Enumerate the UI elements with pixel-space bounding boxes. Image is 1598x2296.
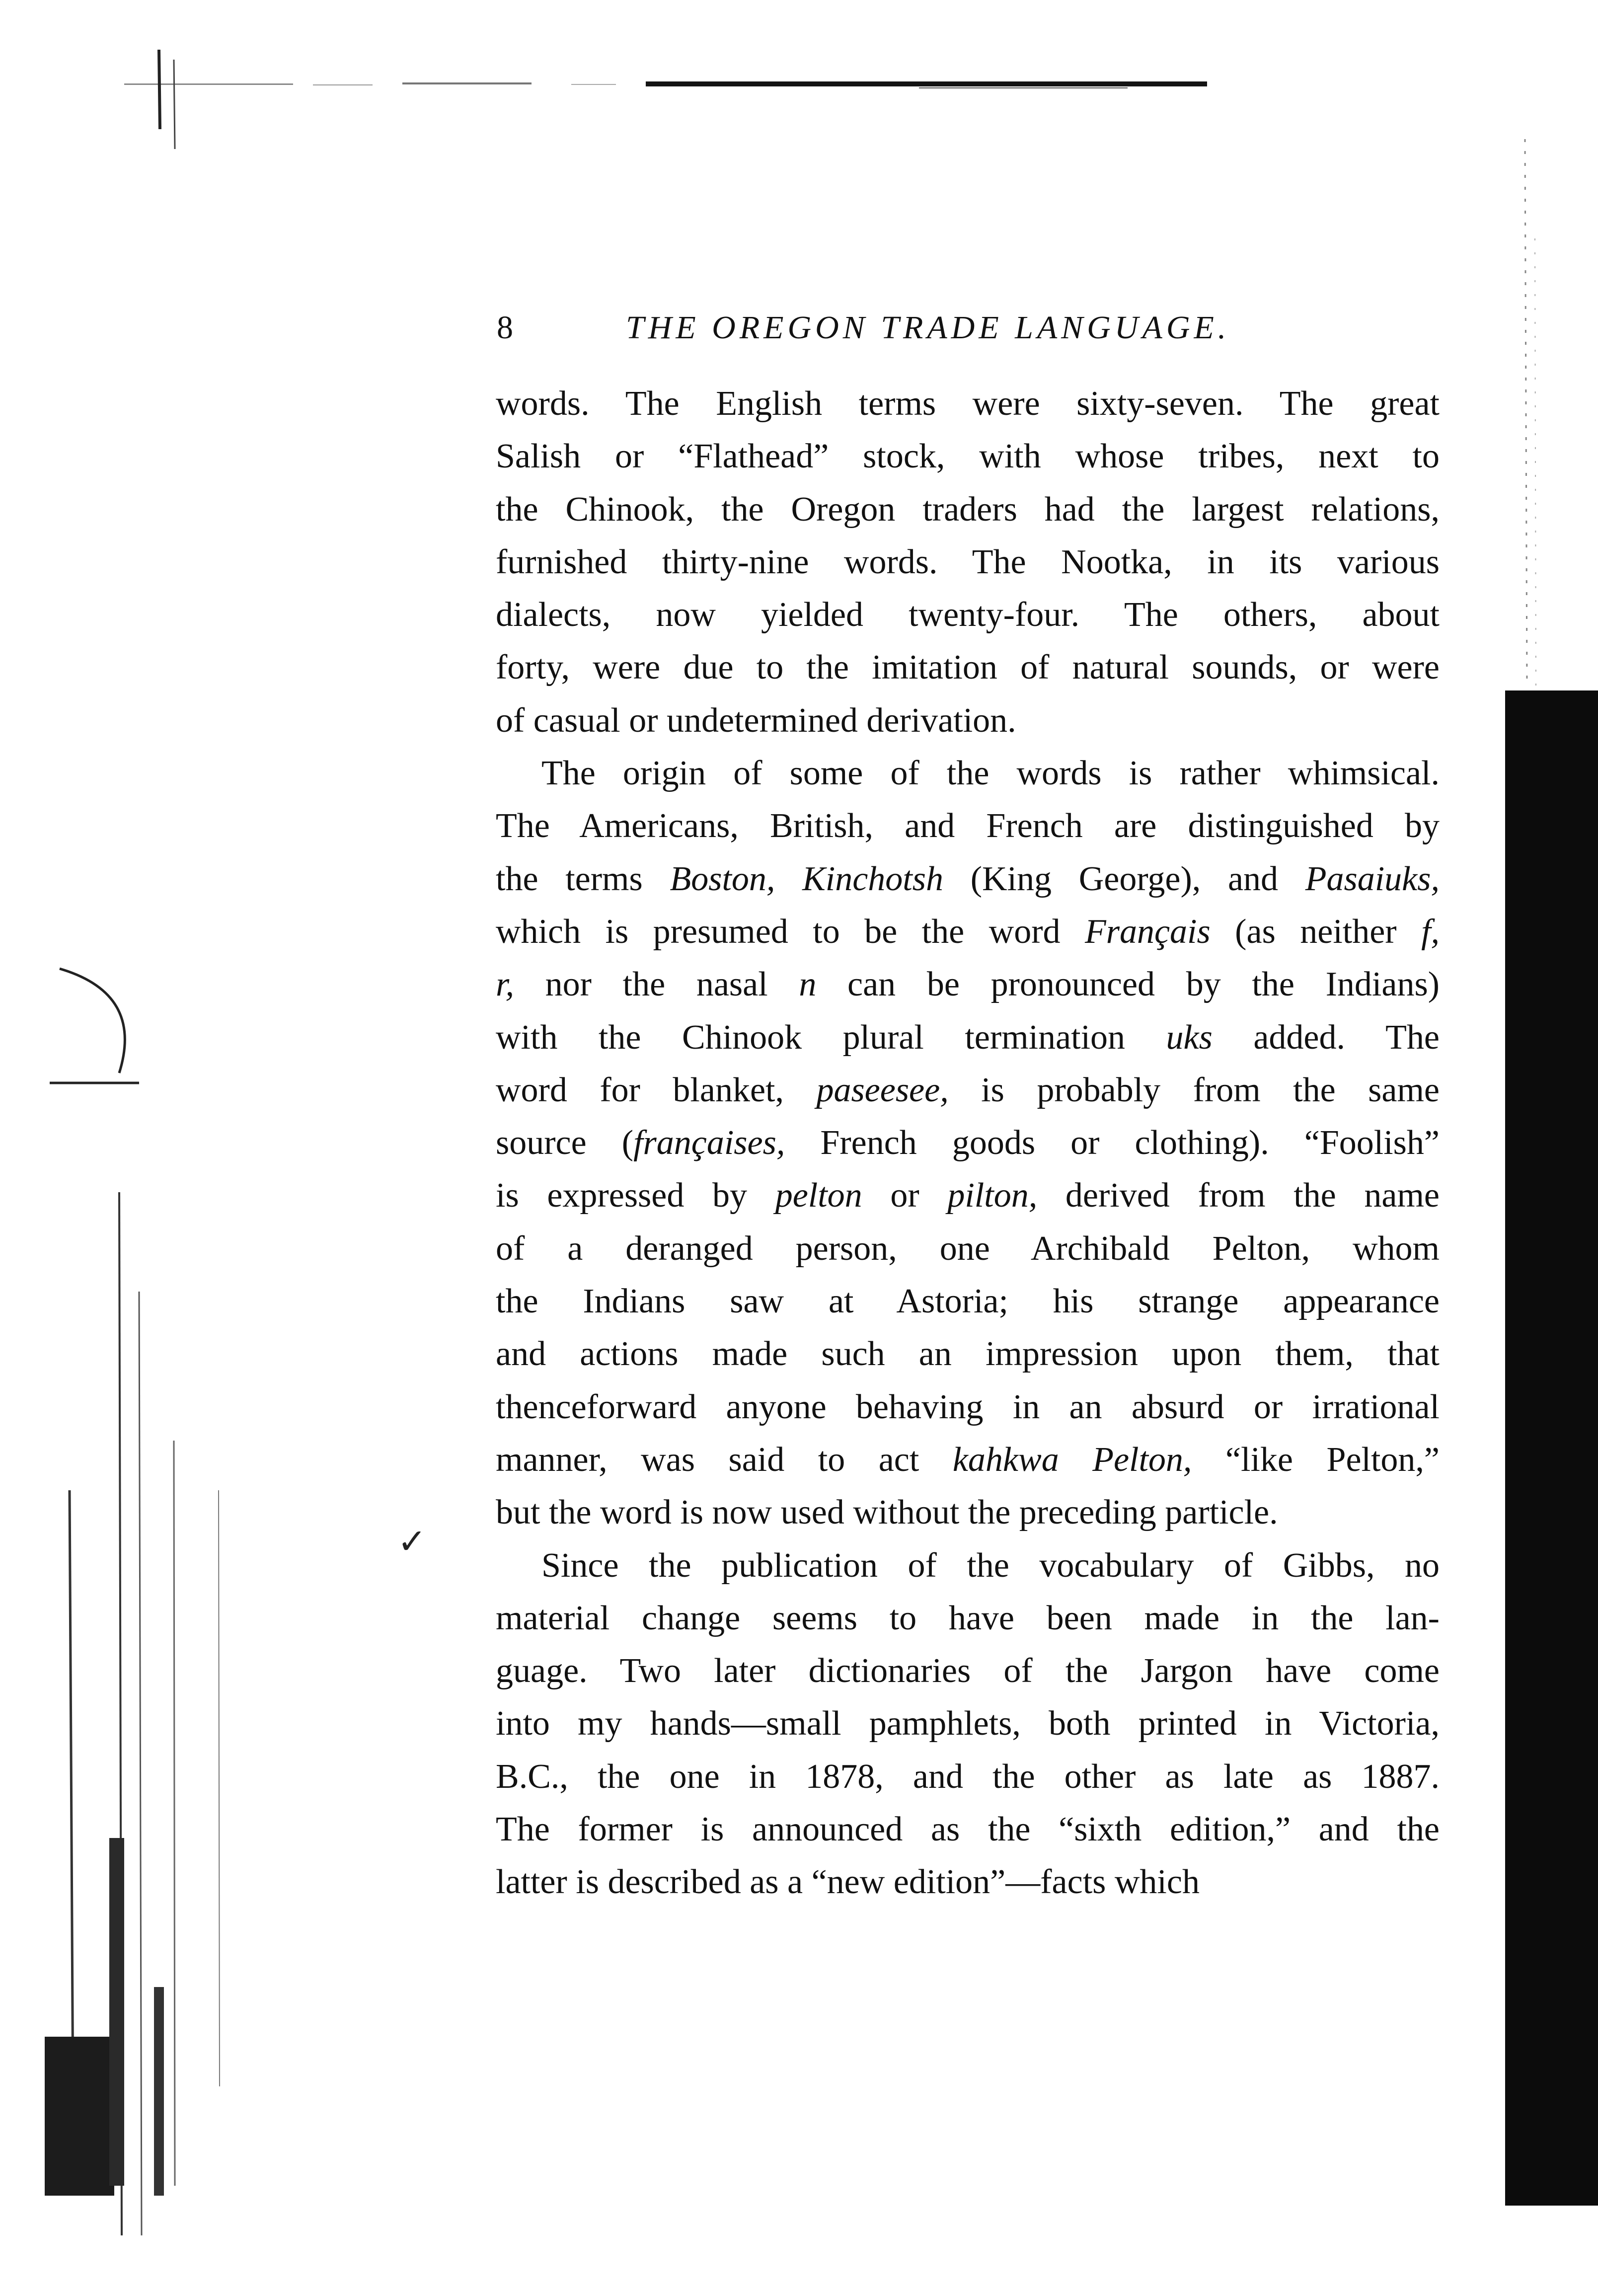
text-line bbox=[496, 589, 1440, 641]
italic-text: françaises, bbox=[633, 1124, 785, 1162]
text-segment: derived from the name bbox=[1037, 1176, 1440, 1215]
text-line bbox=[496, 1011, 1440, 1064]
text-line bbox=[496, 378, 1440, 430]
page-number: 8 bbox=[497, 309, 513, 346]
text-segment: Salish or “Flathead” stock, with whose tribes, next to bbox=[496, 437, 1440, 476]
text-segment: of a deranged person, one Archibald Pelton, whom bbox=[496, 1229, 1440, 1268]
text-line bbox=[496, 1645, 1440, 1697]
text-segment: nor the nasal bbox=[514, 965, 799, 1004]
text-segment: word for blanket, bbox=[496, 1071, 817, 1109]
text-line bbox=[496, 536, 1440, 589]
text-segment: is probably from the same bbox=[948, 1071, 1440, 1109]
scan-right-edge-bar bbox=[1505, 690, 1598, 2206]
text-segment: Since the publication of the vocabulary of Gibbs, no bbox=[541, 1546, 1440, 1585]
text-line bbox=[496, 430, 1440, 483]
scan-top-streak bbox=[124, 79, 1232, 92]
text-line bbox=[496, 1803, 1440, 1856]
text-segment: is expressed by bbox=[496, 1176, 775, 1215]
italic-text: paseesee, bbox=[816, 1071, 949, 1109]
text-segment: with the Chinook plural termination bbox=[496, 1018, 1166, 1057]
text-line bbox=[496, 483, 1440, 536]
text-line bbox=[496, 641, 1440, 694]
text-segment: material change seems to have been made in the lan- bbox=[496, 1599, 1440, 1637]
scan-right-dotted-edge bbox=[1515, 139, 1545, 686]
text-segment: of casual or undetermined derivation. bbox=[496, 701, 1016, 740]
text-line bbox=[496, 1169, 1440, 1222]
text-segment: the Chinook, the Oregon traders had the largest relations, bbox=[496, 490, 1440, 529]
text-line bbox=[496, 958, 1440, 1011]
body-text bbox=[496, 378, 1440, 1909]
text-line bbox=[496, 1275, 1440, 1328]
text-line bbox=[496, 694, 1440, 747]
text-line bbox=[496, 1381, 1440, 1434]
text-segment: and actions made such an impression upon them, that bbox=[496, 1335, 1440, 1374]
text-segment: (as neither bbox=[1210, 912, 1422, 951]
text-segment: which is presumed to be the word bbox=[496, 912, 1085, 951]
text-segment: dialects, now yielded twenty-four. The others, about bbox=[496, 596, 1440, 634]
text-segment bbox=[775, 860, 802, 898]
text-line bbox=[496, 1592, 1440, 1645]
text-line bbox=[496, 1223, 1440, 1275]
italic-text: pelton bbox=[775, 1176, 862, 1215]
italic-text: Pasaiuks, bbox=[1305, 859, 1440, 898]
text-line bbox=[496, 1064, 1440, 1117]
text-segment: the terms bbox=[496, 859, 670, 898]
running-head bbox=[497, 306, 1441, 350]
text-segment: can be pronounced by the Indians) bbox=[816, 965, 1440, 1004]
text-line bbox=[496, 1486, 1440, 1539]
text-line bbox=[496, 1697, 1440, 1750]
italic-text: Boston, bbox=[670, 859, 775, 898]
text-segment: the Indians saw at Astoria; his strange appearance bbox=[496, 1282, 1440, 1321]
text-segment: (King George), and bbox=[943, 859, 1305, 898]
text-line bbox=[496, 1751, 1440, 1803]
margin-check-mark: ✓ bbox=[397, 1523, 427, 1561]
text-segment: words. The English terms were sixty-seven. The great bbox=[496, 384, 1440, 423]
text-segment: The Americans, British, and French are distinguished by bbox=[496, 807, 1440, 845]
text-segment: “like Pelton,” bbox=[1192, 1440, 1440, 1479]
text-segment: The origin of some of the words is rather whimsical. bbox=[541, 754, 1440, 793]
italic-text: f, bbox=[1421, 912, 1440, 951]
text-segment: or bbox=[862, 1176, 948, 1215]
scan-left-edge bbox=[30, 50, 263, 2235]
italic-text: kahkwa Pelton, bbox=[952, 1440, 1192, 1479]
italic-text: pilton, bbox=[947, 1176, 1038, 1215]
text-segment: guage. Two later dictionaries of the Jargon have come bbox=[496, 1652, 1440, 1690]
text-line bbox=[496, 853, 1440, 906]
text-segment: The former is announced as the “sixth edition,” and the bbox=[496, 1810, 1440, 1849]
text-segment: furnished thirty-nine words. The Nootka, in its various bbox=[496, 542, 1440, 581]
text-segment: latter is described as a “new edition”—facts which bbox=[496, 1863, 1200, 1902]
text-segment: forty, were due to the imitation of natural sounds, or were bbox=[496, 648, 1440, 687]
text-line bbox=[496, 1539, 1440, 1592]
italic-text: n bbox=[799, 965, 817, 1004]
italic-text: Français bbox=[1084, 912, 1211, 951]
italic-text: uks bbox=[1166, 1018, 1213, 1057]
text-line bbox=[496, 800, 1440, 852]
text-line bbox=[496, 906, 1440, 958]
text-line bbox=[496, 747, 1440, 800]
text-segment: source ( bbox=[496, 1124, 634, 1162]
running-head-title: THE OREGON TRADE LANGUAGE. bbox=[626, 309, 1230, 346]
text-line bbox=[496, 1856, 1440, 1909]
text-segment: added. The bbox=[1212, 1018, 1440, 1057]
text-line bbox=[496, 1117, 1440, 1169]
italic-text: Kinchotsh bbox=[802, 859, 943, 898]
text-segment: B.C., the one in 1878, and the other as late as 1887. bbox=[496, 1757, 1440, 1796]
text-segment: manner, was said to act bbox=[496, 1440, 953, 1479]
text-line bbox=[496, 1434, 1440, 1486]
text-line bbox=[496, 1328, 1440, 1380]
text-segment: French goods or clothing). “Foolish” bbox=[785, 1124, 1440, 1162]
text-segment: thenceforward anyone behaving in an absurd or irrational bbox=[496, 1387, 1440, 1426]
text-segment: but the word is now used without the preceding particle. bbox=[496, 1493, 1278, 1532]
text-segment: into my hands—small pamphlets, both printed in Victoria, bbox=[496, 1704, 1440, 1743]
italic-text: r, bbox=[496, 965, 514, 1004]
